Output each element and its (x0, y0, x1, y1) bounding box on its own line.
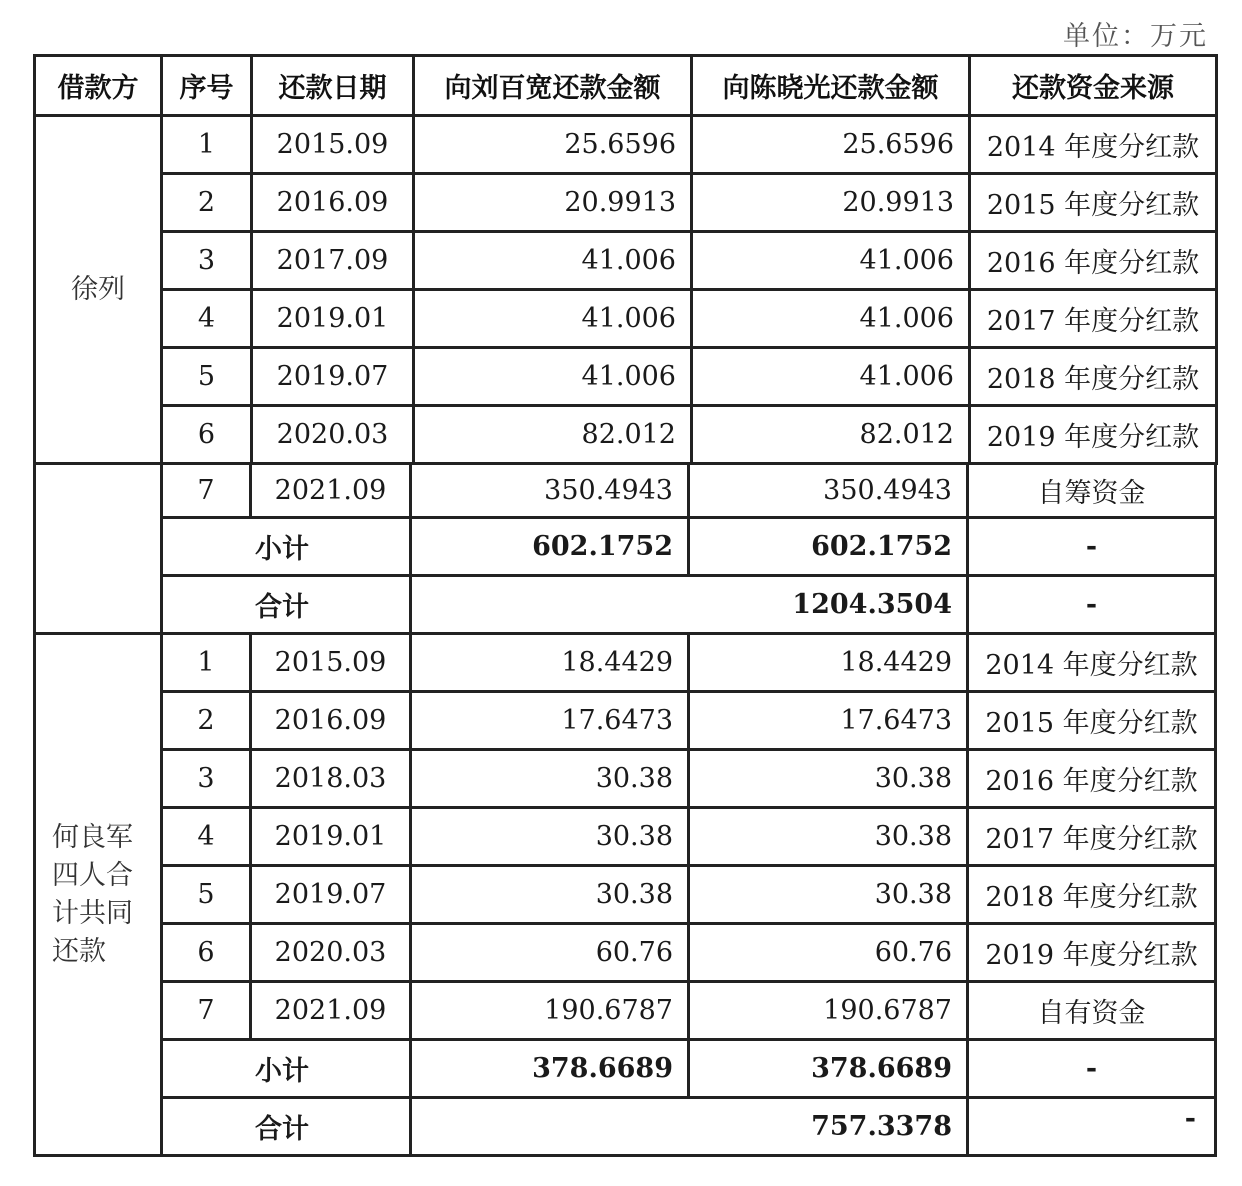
row-liu-amount: 41.006 (414, 290, 692, 348)
repayment-table-top (33, 54, 1218, 465)
row-liu-amount: 25.6596 (414, 116, 692, 174)
row-chen-amount: 30.38 (689, 808, 968, 866)
header-row (35, 56, 1217, 116)
row-source: 2016 年度分红款 (970, 232, 1217, 290)
row-chen-amount: 17.6473 (689, 692, 968, 750)
row-chen-amount: 41.006 (692, 348, 970, 406)
table-row (35, 634, 1216, 692)
subtotal-row (35, 518, 1216, 576)
row-seq: 7 (162, 982, 251, 1040)
table-row (35, 750, 1216, 808)
row-liu-amount: 17.6473 (411, 692, 689, 750)
row-source: 自有资金 (968, 982, 1216, 1040)
total-label: 合计 (162, 576, 411, 634)
row-chen-amount: 60.76 (689, 924, 968, 982)
row-chen-amount: 41.006 (692, 232, 970, 290)
row-source: 2014 年度分红款 (970, 116, 1217, 174)
row-seq: 6 (162, 924, 251, 982)
row-date: 2018.03 (251, 750, 411, 808)
borrower-name: 何良军四人合计共同还款 (52, 821, 133, 967)
row-chen-amount: 190.6787 (689, 982, 968, 1040)
row-chen-amount: 25.6596 (692, 116, 970, 174)
table-row (35, 924, 1216, 982)
table-row (35, 116, 1217, 174)
row-chen-amount: 41.006 (692, 290, 970, 348)
table-row (35, 406, 1217, 464)
total-label: 合计 (162, 1098, 411, 1156)
borrower-cell (35, 634, 162, 1156)
row-date: 2016.09 (251, 692, 411, 750)
row-liu-amount: 41.006 (414, 232, 692, 290)
row-source: 自筹资金 (968, 464, 1216, 518)
row-date: 2019.07 (252, 348, 414, 406)
table-row (35, 232, 1217, 290)
row-source: 2017 年度分红款 (970, 290, 1217, 348)
row-source: 2019 年度分红款 (970, 406, 1217, 464)
row-seq: 7 (162, 464, 251, 518)
row-chen-amount: 30.38 (689, 750, 968, 808)
table-row (35, 464, 1216, 518)
total-value: 1204.3504 (411, 576, 968, 634)
row-date: 2016.09 (252, 174, 414, 232)
row-liu-amount: 30.38 (411, 750, 689, 808)
row-date: 2019.01 (252, 290, 414, 348)
total-source (968, 1098, 1216, 1156)
row-liu-amount: 30.38 (411, 808, 689, 866)
row-source: 2018 年度分红款 (968, 866, 1216, 924)
header-source: 还款资金来源 (970, 56, 1217, 116)
row-source: 2015 年度分红款 (970, 174, 1217, 232)
header-seq: 序号 (162, 56, 252, 116)
subtotal-liu: 602.1752 (411, 518, 689, 576)
subtotal-chen: 602.1752 (689, 518, 968, 576)
row-seq: 2 (162, 174, 252, 232)
table-row (35, 692, 1216, 750)
row-seq: 5 (162, 348, 252, 406)
subtotal-label: 小计 (162, 1040, 411, 1098)
subtotal-liu: 378.6689 (411, 1040, 689, 1098)
total-source-text: - (1184, 1103, 1196, 1134)
row-seq: 4 (162, 808, 251, 866)
row-liu-amount: 41.006 (414, 348, 692, 406)
row-source: 2018 年度分红款 (970, 348, 1217, 406)
row-source: 2015 年度分红款 (968, 692, 1216, 750)
row-source: 2019 年度分红款 (968, 924, 1216, 982)
header-liu-amount: 向刘百宽还款金额 (414, 56, 692, 116)
row-chen-amount: 18.4429 (689, 634, 968, 692)
header-borrower: 借款方 (35, 56, 162, 116)
row-liu-amount: 82.012 (414, 406, 692, 464)
header-date: 还款日期 (252, 56, 414, 116)
row-date: 2021.09 (251, 464, 411, 518)
subtotal-source: - (968, 518, 1216, 576)
row-date: 2020.03 (251, 924, 411, 982)
row-seq: 1 (162, 634, 251, 692)
subtotal-row (35, 1040, 1216, 1098)
total-value: 757.3378 (411, 1098, 968, 1156)
row-seq: 5 (162, 866, 251, 924)
row-chen-amount: 20.9913 (692, 174, 970, 232)
repayment-table-bottom (33, 462, 1217, 1157)
table-row (35, 348, 1217, 406)
row-liu-amount: 20.9913 (414, 174, 692, 232)
row-date: 2019.07 (251, 866, 411, 924)
table-row (35, 808, 1216, 866)
table-row (35, 866, 1216, 924)
row-liu-amount: 18.4429 (411, 634, 689, 692)
unit-label: 单位：万元 (1063, 21, 1208, 52)
row-seq: 2 (162, 692, 251, 750)
row-chen-amount: 350.4943 (689, 464, 968, 518)
total-row (35, 1098, 1216, 1156)
subtotal-label: 小计 (162, 518, 411, 576)
row-liu-amount: 350.4943 (411, 464, 689, 518)
row-seq: 4 (162, 290, 252, 348)
row-seq: 1 (162, 116, 252, 174)
borrower-cell-continued (35, 464, 162, 634)
row-liu-amount: 30.38 (411, 866, 689, 924)
row-date: 2020.03 (252, 406, 414, 464)
row-seq: 3 (162, 750, 251, 808)
row-source: 2016 年度分红款 (968, 750, 1216, 808)
row-seq: 6 (162, 406, 252, 464)
row-date: 2015.09 (251, 634, 411, 692)
subtotal-source: - (968, 1040, 1216, 1098)
row-date: 2017.09 (252, 232, 414, 290)
header-chen-amount: 向陈晓光还款金额 (692, 56, 970, 116)
borrower-cell: 徐列 (35, 116, 162, 464)
table-row (35, 290, 1217, 348)
row-date: 2021.09 (251, 982, 411, 1040)
row-seq: 3 (162, 232, 252, 290)
total-source: - (968, 576, 1216, 634)
table-row (35, 174, 1217, 232)
row-source: 2017 年度分红款 (968, 808, 1216, 866)
row-liu-amount: 190.6787 (411, 982, 689, 1040)
table-row (35, 982, 1216, 1040)
row-date: 2019.01 (251, 808, 411, 866)
row-chen-amount: 30.38 (689, 866, 968, 924)
subtotal-chen: 378.6689 (689, 1040, 968, 1098)
row-liu-amount: 60.76 (411, 924, 689, 982)
row-source: 2014 年度分红款 (968, 634, 1216, 692)
row-date: 2015.09 (252, 116, 414, 174)
row-chen-amount: 82.012 (692, 406, 970, 464)
total-row (35, 576, 1216, 634)
